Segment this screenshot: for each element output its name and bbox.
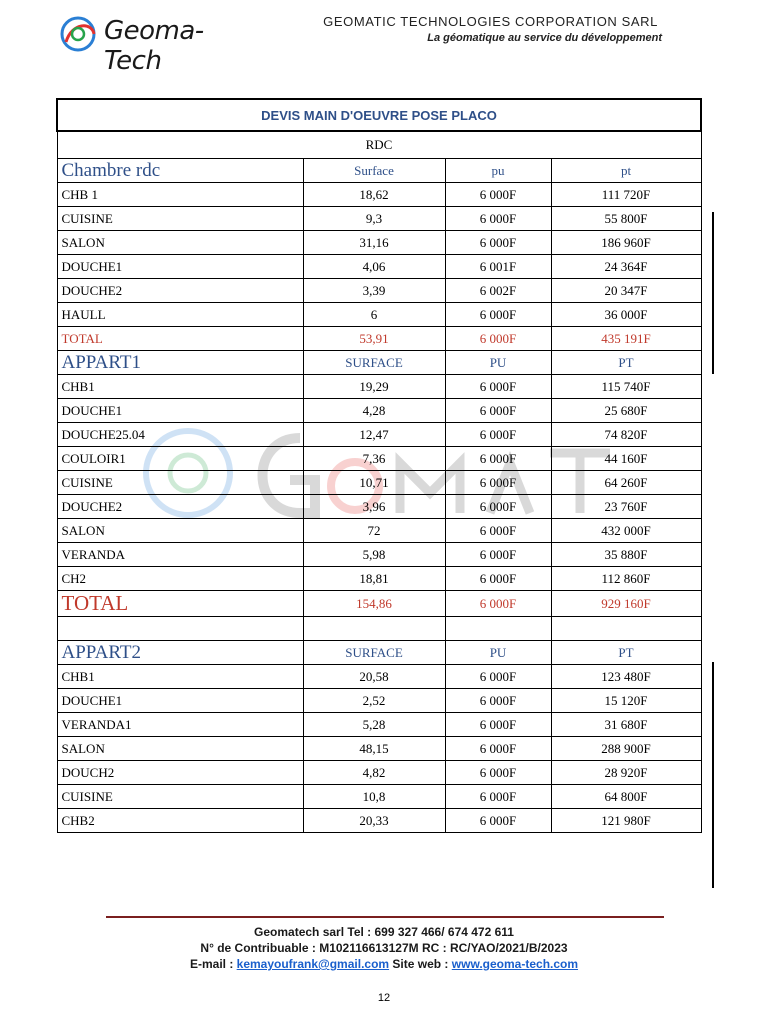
- table-row: [57, 303, 701, 327]
- total-amount: 929 160F: [551, 591, 701, 617]
- room-name: DOUCHE2: [57, 279, 303, 303]
- column-header: PU: [445, 641, 551, 665]
- footer-links-line: [0, 957, 768, 971]
- unit-price: 6 000F: [445, 183, 551, 207]
- table-row: [57, 231, 701, 255]
- room-name: DOUCHE1: [57, 689, 303, 713]
- room-name: CHB 1: [57, 183, 303, 207]
- quote-table: [56, 98, 702, 833]
- column-header: PU: [445, 351, 551, 375]
- surface-value: 6: [303, 303, 445, 327]
- unit-price: 6 000F: [445, 423, 551, 447]
- site-label: Site web :: [392, 957, 449, 971]
- total-price: 123 480F: [551, 665, 701, 689]
- section-header-row: [57, 159, 701, 183]
- table-row: [57, 713, 701, 737]
- website-link[interactable]: www.geoma-tech.com: [451, 957, 579, 971]
- total-price: 15 120F: [551, 689, 701, 713]
- unit-price: 6 002F: [445, 279, 551, 303]
- unit-price: 6 000F: [445, 761, 551, 785]
- surface-value: 4,82: [303, 761, 445, 785]
- footer-registration-line: N° de Contribuable : M102116613127M RC : RC/YAO/2021/B/2023: [200, 941, 568, 955]
- table-right-edge: [700, 662, 714, 888]
- total-price: 28 920F: [551, 761, 701, 785]
- room-name: CHB1: [57, 665, 303, 689]
- table-row: [57, 207, 701, 231]
- room-name: VERANDA: [57, 543, 303, 567]
- total-price: 74 820F: [551, 423, 701, 447]
- surface-value: 5,98: [303, 543, 445, 567]
- page-number: 12: [377, 992, 391, 1004]
- quote-title: DEVIS MAIN D'OEUVRE POSE PLACO: [57, 99, 701, 131]
- table-row: [57, 279, 701, 303]
- logo-swirl-icon: [58, 12, 102, 58]
- table-row: [57, 519, 701, 543]
- table-row: [57, 183, 701, 207]
- email-label: E-mail :: [189, 957, 234, 971]
- surface-value: 4,06: [303, 255, 445, 279]
- blank-row: [57, 617, 701, 641]
- room-name: HAULL: [57, 303, 303, 327]
- table-row: [57, 471, 701, 495]
- column-header: pt: [551, 159, 701, 183]
- room-name: SALON: [57, 737, 303, 761]
- total-price: 55 800F: [551, 207, 701, 231]
- column-header: Surface: [303, 159, 445, 183]
- section-header-row: [57, 351, 701, 375]
- table-row: [57, 375, 701, 399]
- unit-price: 6 000F: [445, 447, 551, 471]
- room-name: CHB2: [57, 809, 303, 833]
- blank-cell: [551, 617, 701, 641]
- blank-cell: [57, 617, 303, 641]
- surface-value: 12,47: [303, 423, 445, 447]
- total-price: 64 260F: [551, 471, 701, 495]
- surface-value: 10,71: [303, 471, 445, 495]
- total-label: TOTAL: [57, 327, 303, 351]
- total-price: 111 720F: [551, 183, 701, 207]
- total-row: [57, 327, 701, 351]
- total-amount: 435 191F: [551, 327, 701, 351]
- table-row: [57, 567, 701, 591]
- blank-cell: [445, 617, 551, 641]
- unit-price: 6 000F: [445, 543, 551, 567]
- total-price: 44 160F: [551, 447, 701, 471]
- total-price: 288 900F: [551, 737, 701, 761]
- room-name: SALON: [57, 519, 303, 543]
- total-price: 31 680F: [551, 713, 701, 737]
- room-name: DOUCHE2: [57, 495, 303, 519]
- surface-value: 19,29: [303, 375, 445, 399]
- total-price: 35 880F: [551, 543, 701, 567]
- unit-price: 6 000F: [445, 495, 551, 519]
- table-row: [57, 399, 701, 423]
- section-name: Chambre rdc: [57, 159, 303, 183]
- surface-value: 20,58: [303, 665, 445, 689]
- column-header: pu: [445, 159, 551, 183]
- unit-price: 6 000F: [445, 567, 551, 591]
- room-name: COULOIR1: [57, 447, 303, 471]
- title-row: [57, 99, 701, 131]
- table-row: [57, 689, 701, 713]
- unit-price: 6 000F: [445, 231, 551, 255]
- surface-value: 10,8: [303, 785, 445, 809]
- surface-value: 18,81: [303, 567, 445, 591]
- column-header: SURFACE: [303, 351, 445, 375]
- unit-price: 6 000F: [445, 713, 551, 737]
- unit-price: 6 000F: [445, 737, 551, 761]
- total-price: 23 760F: [551, 495, 701, 519]
- total-price: 432 000F: [551, 519, 701, 543]
- unit-price: 6 001F: [445, 255, 551, 279]
- total-price: 20 347F: [551, 279, 701, 303]
- total-price: 25 680F: [551, 399, 701, 423]
- total-price: 121 980F: [551, 809, 701, 833]
- surface-value: 48,15: [303, 737, 445, 761]
- total-price: 115 740F: [551, 375, 701, 399]
- table-row: [57, 495, 701, 519]
- surface-value: 20,33: [303, 809, 445, 833]
- total-price: 24 364F: [551, 255, 701, 279]
- table-row: [57, 423, 701, 447]
- table-right-edge: [700, 212, 714, 374]
- surface-value: 5,28: [303, 713, 445, 737]
- unit-price: 6 000F: [445, 689, 551, 713]
- table-row: [57, 255, 701, 279]
- surface-value: 31,16: [303, 231, 445, 255]
- room-name: DOUCH2: [57, 761, 303, 785]
- unit-price: 6 000F: [445, 303, 551, 327]
- company-logo: [58, 12, 228, 76]
- total-price: 36 000F: [551, 303, 701, 327]
- footer-divider: [106, 916, 664, 918]
- table-row: [57, 761, 701, 785]
- surface-value: 7,36: [303, 447, 445, 471]
- surface-value: 18,62: [303, 183, 445, 207]
- room-name: SALON: [57, 231, 303, 255]
- table-row: [57, 447, 701, 471]
- unit-price: 6 000F: [445, 471, 551, 495]
- section-header-row: [57, 641, 701, 665]
- total-unit-price: 6 000F: [445, 327, 551, 351]
- section-name: APPART2: [57, 641, 303, 665]
- unit-price: 6 000F: [445, 665, 551, 689]
- total-row: [57, 591, 701, 617]
- table-row: [57, 785, 701, 809]
- company-name: GEOMATIC TECHNOLOGIES CORPORATION SARL: [323, 14, 658, 29]
- surface-value: 9,3: [303, 207, 445, 231]
- column-header: SURFACE: [303, 641, 445, 665]
- surface-value: 3,96: [303, 495, 445, 519]
- logo-text: Geoma-Tech: [104, 16, 204, 76]
- unit-price: 6 000F: [445, 809, 551, 833]
- section-name: APPART1: [57, 351, 303, 375]
- column-header: PT: [551, 641, 701, 665]
- surface-value: 2,52: [303, 689, 445, 713]
- room-name: DOUCHE25.04: [57, 423, 303, 447]
- table-row: [57, 665, 701, 689]
- room-name: CUISINE: [57, 785, 303, 809]
- total-surface: 154,86: [303, 591, 445, 617]
- total-price: 112 860F: [551, 567, 701, 591]
- surface-value: 3,39: [303, 279, 445, 303]
- total-label: TOTAL: [57, 591, 303, 617]
- surface-value: 72: [303, 519, 445, 543]
- email-link[interactable]: kemayoufrank@gmail.com: [236, 957, 390, 971]
- unit-price: 6 000F: [445, 375, 551, 399]
- surface-value: 4,28: [303, 399, 445, 423]
- company-tagline: La géomatique au service du développement: [427, 32, 662, 44]
- room-name: CHB1: [57, 375, 303, 399]
- total-price: 186 960F: [551, 231, 701, 255]
- room-name: CUISINE: [57, 207, 303, 231]
- room-name: CUISINE: [57, 471, 303, 495]
- unit-price: 6 000F: [445, 207, 551, 231]
- total-surface: 53,91: [303, 327, 445, 351]
- unit-price: 6 000F: [445, 785, 551, 809]
- footer-contact-line: Geomatech sarl Tel : 699 327 466/ 674 472 611: [254, 925, 514, 939]
- total-unit-price: 6 000F: [445, 591, 551, 617]
- room-name: VERANDA1: [57, 713, 303, 737]
- blank-cell: [303, 617, 445, 641]
- room-name: CH2: [57, 567, 303, 591]
- unit-price: 6 000F: [445, 399, 551, 423]
- table-row: [57, 809, 701, 833]
- table-row: [57, 737, 701, 761]
- level-row: [57, 131, 701, 159]
- room-name: DOUCHE1: [57, 399, 303, 423]
- table-row: [57, 543, 701, 567]
- total-price: 64 800F: [551, 785, 701, 809]
- room-name: DOUCHE1: [57, 255, 303, 279]
- unit-price: 6 000F: [445, 519, 551, 543]
- level-label: RDC: [57, 131, 701, 159]
- column-header: PT: [551, 351, 701, 375]
